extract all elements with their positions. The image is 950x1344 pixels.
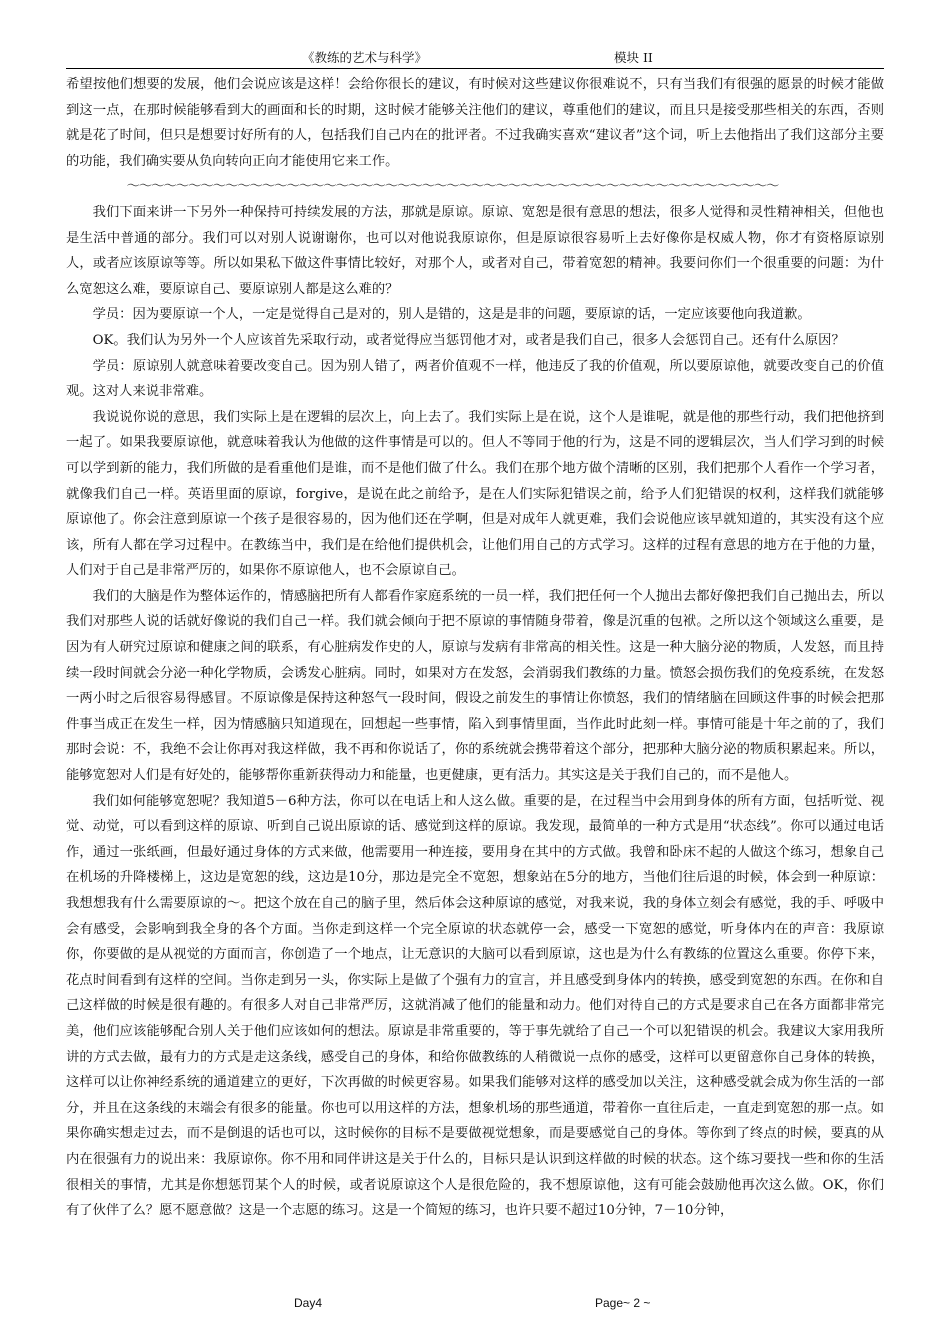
- header-module: 模块 II: [614, 50, 653, 65]
- paragraph-brain-health: 我们的大脑是作为整体运作的，情感脑把所有人都看作家庭系统的一员一样，我们把任何一个人抛出去都好像把我们自己抛出去，所以我们对那些人说的话就好像说的我们自己一样。我们就会倾向于把不原谅的事情随身带着，像是沉重的包袱。之所以这个领域这么重要，是因为有人研究过原谅和健康之间的联系，有心脏病发作史的人，原谅与发病有非常高的相关性。这是一种大脑分泌的物质，人发怒，而且持续一段时间就会分泌一种化学物质，会诱发心脏病。同时，如果对方在发怒，会消弱我们教练的力量。愤怒会损伤我们的免疫系统，在发怒一两小时之后很容易得感冒。不原谅像是保持这种怒气一段时间，假设之前发生的事情让你愤怒，我们的情绪脑在回顾这件事的时候会把那件事当成正在发生一样，因为情感脑只知道现在，回想起一些事情，陷入到事情里面，当作此时此刻一样。事情可能是十年之前的了，我们那时会说：不，我绝不会让你再对我这样做，我不再和你说话了，你的系统就会携带着这个部分，把那种大脑分泌的物质积累起来。所以，能够宽恕对人们是有好处的，能够帮你重新获得动力和能量，也更健康，更有活力。其实这是关于我们自己的，而不是他人。: [66, 588, 884, 784]
- paragraph-student-reply-1: 学员：因为要原谅一个人，一定是觉得自己是对的，别人是错的，这是是非的问题，要原谅的话，一定应该要他向我道歉。: [92, 307, 811, 323]
- paragraph-logical-levels: 我说说你说的意思，我们实际上是在逻辑的层次上，向上去了。我们实际上是在说，这个人是谁呢，就是他的那些行动，我们把他挤到一起了。如果我要原谅他，就意味着我认为他做的这件事情是可以的。但人不等同于他的行为，这是不同的逻辑层次，当人们学习到的时候可以学到新的能力，我们所做的是看重他们是谁，而不是他们做了什么。我们在那个地方做个清晰的区别，我们把那个人看作一个学习者，就像我们自己一样。英语里面的原谅，forgive，是说在此之前给予，是在人们实际犯错误之前，给予人们犯错误的权利，这样我们就能够原谅他了。你会注意到原谅一个孩子是很容易的，因为他们还在学啊，但是对成年人就更难，我们会说他应该早就知道的，其实没有这个应该，所有人都在学习过程中。在教练当中，我们是在给他们提供机会，让他们用自己的方式学习。这样的过程有意思的地方在于他的力量，人们对于自己是非常严厉的，如果你不原谅他人，也不会原谅自己。: [66, 409, 884, 579]
- page-footer: [66, 1296, 884, 1314]
- paragraph-student-reply-2: 学员：原谅别人就意味着要改变自己。因为别人错了，两者价值观不一样，他违反了我的价值观，所以要原谅他，就要改变自己的价值观。这对人来说非常难。: [66, 358, 884, 400]
- paragraph-continuation: 希望按他们想要的发展，他们会说应该是这样！会给你很长的建议，有时候对这些建议你很难说不，只有当我们有很强的愿景的时候才能做到这一点，在那时候能够看到大的画面和长的时期，这时候才能够关注他们的建议，尊重他们的建议，而且只是接受那些相关的东西，否则就是花了时间，但只是想要讨好所有的人，包括我们自己内在的批评者。不过我确实喜欢“建议者”这个词，听上去他指出了我们这部分主要的功能，我们确实要从负向转向正向才能使用它来工作。: [66, 77, 885, 169]
- paragraph-how-to-forgive: 我们如何能够宽恕呢？我知道5－6种方法，你可以在电话上和人这么做。重要的是，在过程当中会用到身体的所有方面，包括听觉、视觉、动觉，可以看到这样的原谅、听到自己说出原谅的话、感觉到这样的原谅。我发现，最简单的一种方式是用“状态线”。你可以通过电话作，通过一张纸画，但最好通过身体的方式来做，他需要用一种连接，要用身在其中的方式做。我曾和卧床不起的人做这个练习，想象自己在机场的升降楼梯上，这边是宽恕的线，这边是10分，那边是完全不宽恕，想象站在5分的地方，当他们往后退的时候，体会到一种原谅：我想想我有什么需要原谅的～。把这个放在自己的脑子里，然后体会这种原谅的感觉，对我来说，我的身体立刻会有感觉，我的手、呼吸中会有感受，会影响到我全身的各个方面。当你走到这样一个完全原谅的状态就停一会，感受一下宽恕的感觉，听身体内在的声音：我原谅你，你要做的是从视觉的方面而言，你创造了一个地点，让无意识的大脑可以看到原谅，这也是为什么有教练的位置这么重要。你停下来，花点时间看到有这样的空间。当你走到另一头，你实际上是做了个强有力的宣言，并且感受到身体内的转换，感受到宽恕的东西。在你和自己这样做的时候是很有趣的。有很多人对自己非常严厉，这就消减了他们的能量和动力。他们对待自己的方式是要求自己在各方面都非常完美，他们应该能够配合别人关于他们应该如何的想法。原谅是非常重要的，等于事先就给了自己一个可以犯错误的机会。我建议大家用我所讲的方式去做，最有力的方式是走这条线，感受自己的身体，和给你做教练的人稍微说一点你的感受，这样可以更留意你自己身体的转换，这样可以让你神经系统的通道建立的更好，下次再做的时候更容易。如果我们能够对这样的感受加以关注，这种感受就会成为你生活的一部分，并且在这条线的末端会有很多的能量。你也可以用这样的方法，想象机场的那些通道，带着你一直往后走，一直走到宽恕的那一点。如果你确实想走过去，而不是倒退的话也可以，这时候你的目标不是要做视觉想象，而是要感觉自己的身体。等你到了终点的时候，要真的从内在很强有力的说出来：我原谅你。你不用和同伴讲这是关于什么的，目标只是认识到这样做的时候的状态。这个练习要找一些和你的生活很相关的事情，尤其是你想惩罚某个人的时候，或者说原谅这个人是很危险的，我不想原谅他，这有可能会鼓励他再次这么做。OK，你们有了伙伴了么？愿不愿意做？这是一个志愿的练习。这是一个简短的练习，也许只要不超过10分钟，7－10分钟，: [66, 793, 884, 1219]
- header-title: 《教练的艺术与科学》: [302, 50, 428, 65]
- document-body: [66, 72, 884, 1224]
- footer-page-number: Page~ 2 ~: [595, 1296, 651, 1310]
- header-rule: [66, 68, 884, 69]
- paragraph-ok-response: OK。我们认为另外一个人应该首先采取行动，或者觉得应当惩罚他才对，或者是我们自己，很多人会惩罚自己。还有什么原因？: [92, 332, 845, 348]
- tilde-divider: ～～～～～～～～～～～～～～～～～～～～～～～～～～～～～～～～～～～～～～～～～～～～～～～～～～～～～: [126, 179, 779, 195]
- paragraph-forgiveness-intro: 我们下面来讲一下另外一种保持可持续发展的方法，那就是原谅。原谅、宽恕是很有意思的想法，很多人觉得和灵性精神相关，但他也是生活中普通的部分。我们可以对别人说谢谢你，也可以对他说我原谅你，但是原谅很容易听上去好像你是权威人物，你才有资格原谅别人，或者应该原谅等等。所以如果私下做这件事情比较好，对那个人，或者对自己，带着宽恕的精神。我要问你们一个很重要的问题：为什么宽恕这么难，要原谅自己、要原谅别人都是这么难的？: [66, 204, 884, 297]
- footer-day: Day4: [294, 1296, 323, 1310]
- page-header: [66, 48, 884, 66]
